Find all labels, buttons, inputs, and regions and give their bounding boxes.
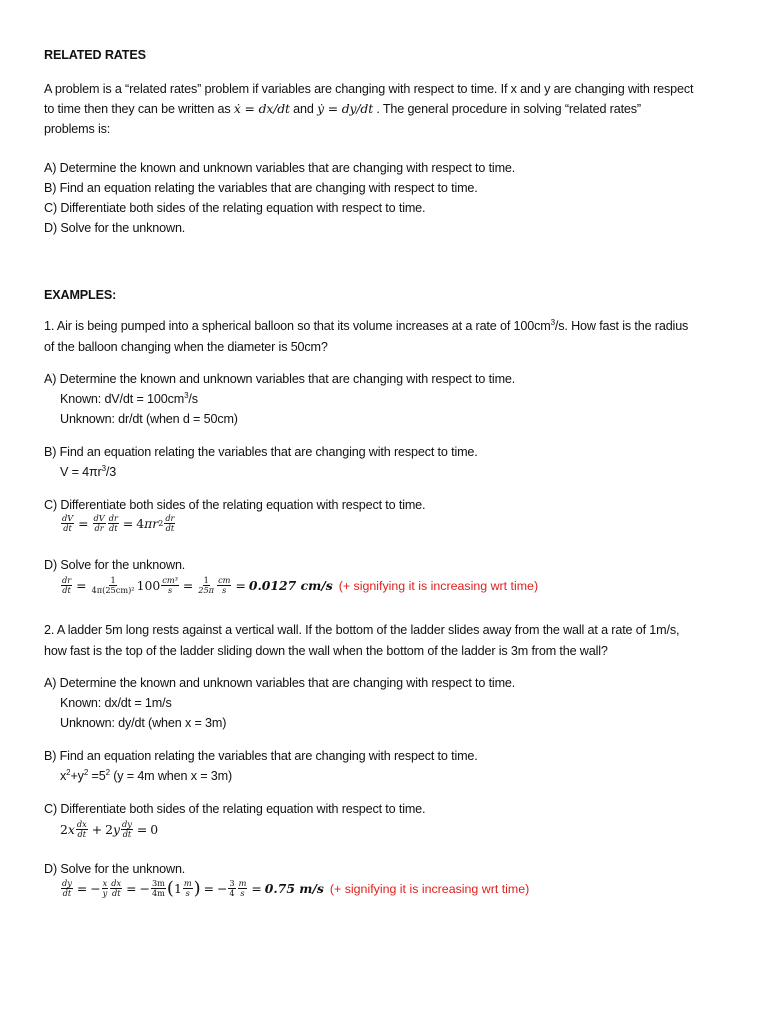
- step-a: A) Determine the known and unknown variables that are changing with respect to time.: [44, 161, 516, 175]
- intro-line-2: to time then they can be written as ẋ = dx/dt and ẏ = dy/dt . The general procedure in solving “related rates”: [44, 101, 641, 116]
- example2-step-c: C) Differentiate both sides of the relating equation with respect to time.: [44, 802, 426, 816]
- example2-step-b: B) Find an equation relating the variables that are changing with respect to time.: [44, 749, 478, 763]
- example2-known: Known: dx/dt = 1m/s: [60, 696, 172, 710]
- example2-solution: $\frac{dy}{dt}$ = − $\frac{x}{y}$ $\frac{dx}{dt}$ = − $\frac{3m}{4m}$ ( 1 $\frac{m}{s}$ ) = − $\frac{3}{4}$ $\frac{m}{s}$ = 0.75 m/s (+ signifying it is increasing wrt time): [62, 877, 530, 899]
- example2-derivative: 2 x $\frac{dx}{dt}$ + 2 y $\frac{dy}{dt}$ = 0: [60, 819, 159, 839]
- step-d: D) Solve for the unknown.: [44, 221, 186, 235]
- example1-note: (+ signifying it is increasing wrt time): [338, 578, 539, 593]
- page-heading: RELATED RATES: [44, 48, 146, 62]
- example1-unknown: Unknown: dr/dt (when d = 50cm): [60, 412, 238, 426]
- example1-step-c: C) Differentiate both sides of the relating equation with respect to time.: [44, 498, 426, 512]
- intro-line-1: A problem is a “related rates” problem if variables are changing with respect to time. If x and y are changing with respect: [44, 82, 694, 96]
- intro-line-3: problems is:: [44, 122, 111, 136]
- step-b: B) Find an equation relating the variables that are changing with respect to time.: [44, 181, 478, 195]
- example2-equation: $x^2+y^2 =5^2$ (y = 4m when x = 3m): [60, 767, 233, 783]
- example1-step-a: A) Determine the known and unknown variables that are changing with respect to time.: [44, 372, 516, 386]
- example2-note: (+ signifying it is increasing wrt time): [329, 881, 530, 896]
- example1-known: Known: $dV/dt = 100cm^3/s$: [60, 390, 198, 406]
- example2-question-line2: how fast is the top of the ladder sliding down the wall when the bottom of the ladder is 3m from the wall?: [44, 644, 608, 658]
- example2-result: 0.75 m/s: [264, 881, 324, 896]
- example1-equation: $V = 4\pi r^3/3$: [60, 463, 117, 479]
- step-c: C) Differentiate both sides of the relating equation with respect to time.: [44, 201, 426, 215]
- example1-question-line1: 1. Air is being pumped into a spherical balloon so that its volume increases at a rate of $100cm^3/s$. How fast is the radius: [44, 317, 689, 333]
- example1-result: 0.0127 cm/s: [248, 578, 333, 593]
- example1-step-b: B) Find an equation relating the variables that are changing with respect to time.: [44, 445, 478, 459]
- example1-question-line2: of the balloon changing when the diameter is 50cm?: [44, 340, 328, 354]
- ydot-formula: ẏ = dy/dt: [317, 101, 374, 116]
- example2-step-d: D) Solve for the unknown.: [44, 862, 186, 876]
- example1-step-d: D) Solve for the unknown.: [44, 558, 186, 572]
- example1-derivative: $\frac{dV}{dt}$ = $\frac{dV}{dr}$ $\frac{dr}{dt}$ = 4 πr 2 $\frac{dr}{dt}$: [62, 513, 175, 533]
- example2-unknown: Unknown: dy/dt (when x = 3m): [60, 716, 227, 730]
- example2-step-a: A) Determine the known and unknown variables that are changing with respect to time.: [44, 676, 516, 690]
- xdot-formula: ẋ = dx/dt: [233, 101, 290, 116]
- example1-solution: $\frac{dr}{dt}$ = $\frac{1}{\text{4π(25cm)²}}$ 100 $\frac{\text{cm³}}{s}$ = $\frac{1}{25\pi}$ $\frac{cm}{s}$ = 0.0127 cm/s (+ signifying it is increasing wrt time): [62, 575, 539, 595]
- example2-question-line1: 2. A ladder 5m long rests against a vertical wall. If the bottom of the ladder slides away from the wall at a rate of 1m/s,: [44, 623, 680, 637]
- examples-heading: EXAMPLES:: [44, 288, 117, 302]
